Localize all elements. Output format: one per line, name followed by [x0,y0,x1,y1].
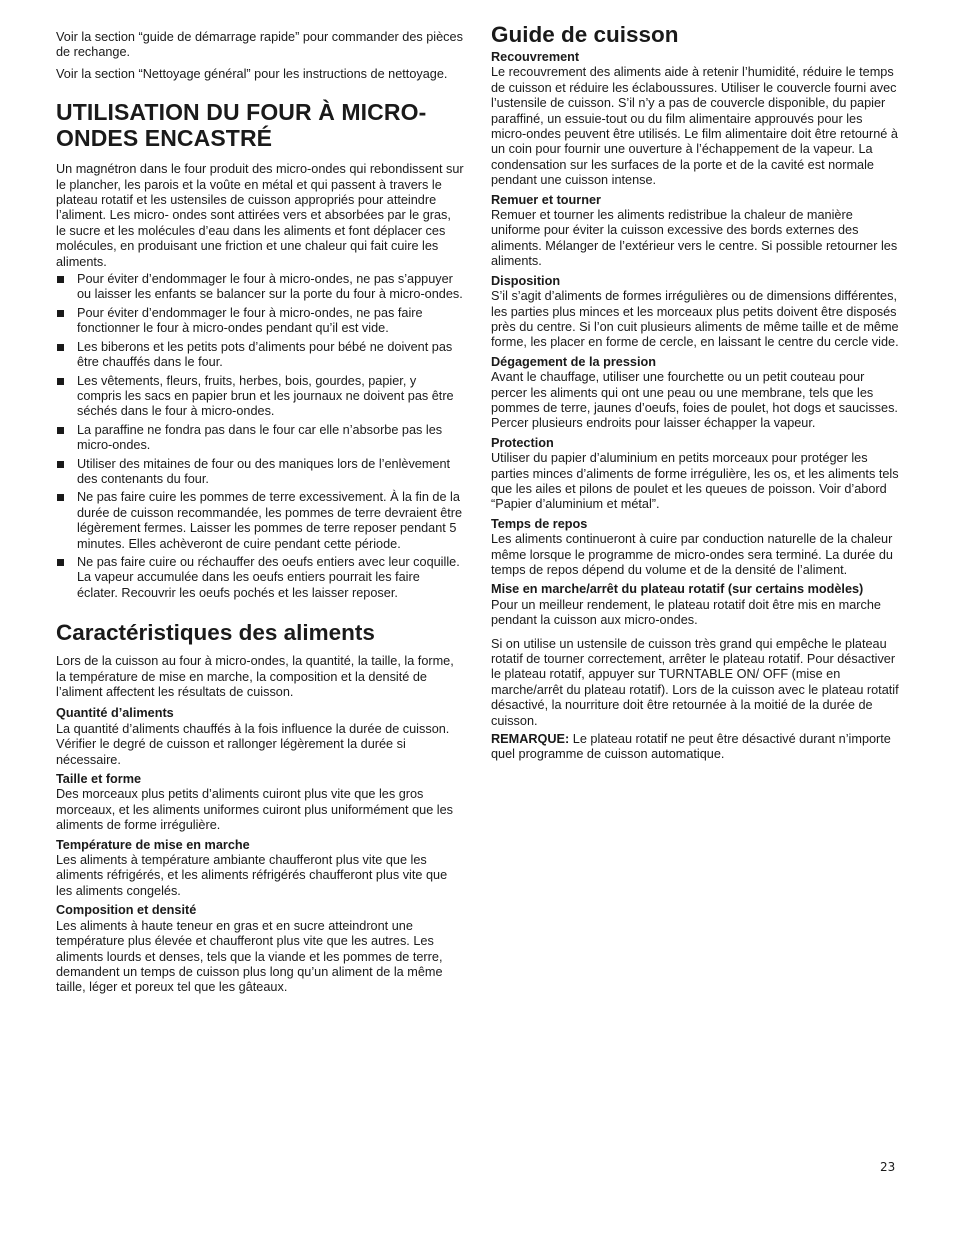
guide-section [491,274,899,351]
subsection-heading: Température de mise en marche [56,837,250,852]
bullet-item: Utiliser des mitaines de four ou des maniques lors de l’enlèvement des contenants du four. [56,457,464,488]
subsection-text: Les aliments à température ambiante chaufferont plus vite que les aliments réfrigérés, et les aliments réfrigérés chaufferont plus vite que les aliments congelés. [56,853,448,898]
bullet-square-icon [57,378,64,385]
subsection-text: Utiliser du papier d’aluminium en petits morceaux pour protéger les parties minces d’aliments de forme irrégulière, les os, et les aliments tels que les ailes et pilons de poulet et les queues de poisson. Voir d’abord “Papier d’aluminium et métal”. [491,451,899,512]
subsection-heading: Disposition [491,273,561,288]
intro-paragraph: Voir la section “Nettoyage général” pour les instructions de nettoyage. [56,66,448,81]
food-section [56,706,464,768]
guide-section [491,50,899,189]
bullet-square-icon [57,461,64,468]
guide-section [491,582,899,628]
section-title-cooking-guide: Guide de cuisson [491,22,679,47]
bullet-item: Les biberons et les petits pots d’aliments pour bébé ne doivent pas être chauffés dans le four. [56,340,464,371]
bullet-square-icon [57,276,64,283]
usage-body: Un magnétron dans le four produit des micro-ondes qui rebondissent sur le plancher, les parois et la voûte en métal et qui passent à travers le plateau rotatif et les ustensiles de cuisson appropriés pour atteindre l’aliment. Les micro- ondes sont attirées vers et absorbées par le gras, le sucre et les molécules d’eau dans les aliments et font déplacer ces molécules, en produisant une friction et une chaleur qui fait cuire les aliments. [56,162,464,269]
guide-section [491,517,899,579]
subsection-heading: Taille et forme [56,772,142,787]
bullet-item: Pour éviter d’endommager le four à micro-ondes, ne pas faire fonctionner le four à micro-ondes pendant qu’il est vide. [56,306,464,337]
subsection-text: Avant le chauffage, utiliser une fourchette ou un petit couteau pour percer les aliments qui ont une peau ou une membrane, tels que les pommes de terre, jaunes d’oeufs, foies de poulet, hot dogs et saucisses. Percer plusieurs endroits pour laisser échapper la vapeur. [491,370,898,431]
bullet-item: Ne pas faire cuire ou réchauffer des oeufs entiers avec leur coquille. La vapeur accumulée dans les oeufs entiers pourrait les faire éclater. Recouvrir les oeufs pochés et les laisser reposer. [56,555,464,601]
note-label: REMARQUE: [491,732,570,747]
section-title-food: Caractéristiques des aliments [56,620,375,646]
note-paragraph [491,732,899,763]
food-section [56,772,464,834]
bullet-square-icon [57,344,64,351]
subsection-heading: Protection [491,435,554,450]
left-column [56,30,464,1000]
subsection-heading: Quantité d’aliments [56,706,174,721]
bullet-item: Ne pas faire cuire les pommes de terre excessivement. À la fin de la durée de cuisson recommandée, les pommes de terre devraient être légèrement fermes. Laisser les pommes de terre reposer pendant 5 minutes. Elles achèveront de cuire pendant cette période. [56,490,464,552]
guide-section [491,355,899,432]
food-section [56,903,464,995]
subsection-heading: Recouvrement [491,50,580,64]
subsection-text: Remuer et tourner les aliments redistribue la chaleur de manière uniforme pour éviter la cuisson excessive des bords externes des aliments. Mélanger de l’extérieur vers le centre. Si possible retourner les aliments. [491,208,898,269]
intro-paragraph: Voir la section “guide de démarrage rapide” pour commander des pièces de rechange. [56,30,463,60]
note-text: Le plateau rotatif ne peut être désactivé durant n’importe quel programme de cuisson automatique. [491,732,891,762]
right-column [491,22,899,763]
subsection-text: La quantité d’aliments chauffés à la fois influence la durée de cuisson. Vérifier le degré de cuisson et rallonger légèrement la durée si nécessaire. [56,721,450,767]
guide-section [491,436,899,513]
food-section [56,838,464,900]
section-title-usage: UTILISATION DU FOUR À MICRO-ONDES ENCASTRÉ [56,99,427,152]
safety-bullet-list [56,272,464,601]
subsection-heading: Mise en marche/arrêt du plateau rotatif (sur certains modèles) [491,582,864,597]
bullet-item: Pour éviter d’endommager le four à micro-ondes, ne pas s’appuyer ou laisser les enfants se balancer sur la porte du four à micro-ondes. [56,272,464,303]
subsection-text: Le recouvrement des aliments aide à retenir l’humidité, réduire le temps de cuisson et réduire les éclaboussures. Utiliser le couvercle fourni avec l’ustensile de cuisson. S’il n’y a pas de couvercle disponible, du papier paraffiné, un essuie-tout ou du film alimentaire approuvés pour les micro-ondes peuvent être utilisés. Le film alimentaire doit être retourné à un coin pour fournir une ouverture à l’échappement de la vapeur. La condensation sur les surfaces de la porte et de la cavité est normale pendant une cuisson intense. [491,65,898,188]
bullet-square-icon [57,427,64,434]
subsection-heading: Dégagement de la pression [491,354,656,369]
food-intro: Lors de la cuisson au four à micro-ondes, la quantité, la taille, la forme, la température de mise en marche, la composition et la densité de l’aliment affectent les résultats de cuisson. [56,654,454,699]
subsection-text: S’il s’agit d’aliments de formes irrégulières ou de dimensions différentes, les parties plus minces et les morceaux plus petits doivent être disposés près du centre. Si l’on cuit plusieurs aliments de même taille et de même forme, les placer en forme de cercle, en laissant le centre du cercle vide. [491,289,899,350]
subsection-text: Les aliments continueront à cuire par conduction naturelle de la chaleur même lorsque le programme de micro-ondes sera terminé. La durée du temps de repos dépend du volume et de la densité de l’aliment. [491,532,893,577]
subsection-text: Des morceaux plus petits d’aliments cuiront plus vite que les gros morceaux, et les aliments uniformes cuiront plus uniformément que les aliments de forme irrégulière. [56,787,454,833]
bullet-item: La paraffine ne fondra pas dans le four car elle n’absorbe pas les micro-ondes. [56,423,464,454]
subsection-text: Les aliments à haute teneur en gras et en sucre atteindront une température plus élevée et chaufferont plus vite que les autres. Les aliments lourds et denses, tels que la viande et les pommes de terre, demandent un temps de cuisson plus long qu’un aliment de la même taille, léger et poreux tel que les gâteaux. [56,918,443,995]
bullet-item: Les vêtements, fleurs, fruits, herbes, bois, gourdes, papier, y compris les sacs en papier brun et les journaux ne doivent pas être séchés dans le four à micro-ondes. [56,374,464,420]
subsection-heading: Composition et densité [56,903,197,918]
subsection-heading: Temps de repos [491,516,588,531]
bullet-square-icon [57,310,64,317]
bullet-square-icon [57,494,64,501]
subsection-heading: Remuer et tourner [491,192,601,207]
page-number: 23 [880,1160,896,1174]
subsection-text: Pour un meilleur rendement, le plateau rotatif doit être mis en marche pendant la cuisson aux micro-ondes. [491,597,881,628]
bullet-square-icon [57,559,64,566]
guide-section [491,193,899,270]
turntable-paragraph: Si on utilise un ustensile de cuisson très grand qui empêche le plateau rotatif de tourner correctement, arrêter le plateau rotatif. Pour désactiver le plateau rotatif, appuyer sur TURNTABLE ON/ OFF (mise en marche/arrêt du plateau rotatif). Lors de la cuisson avec le plateau rotatif désactivé, la nourriture doit être retournée à la moitié de la durée de cuisson. [491,636,899,728]
